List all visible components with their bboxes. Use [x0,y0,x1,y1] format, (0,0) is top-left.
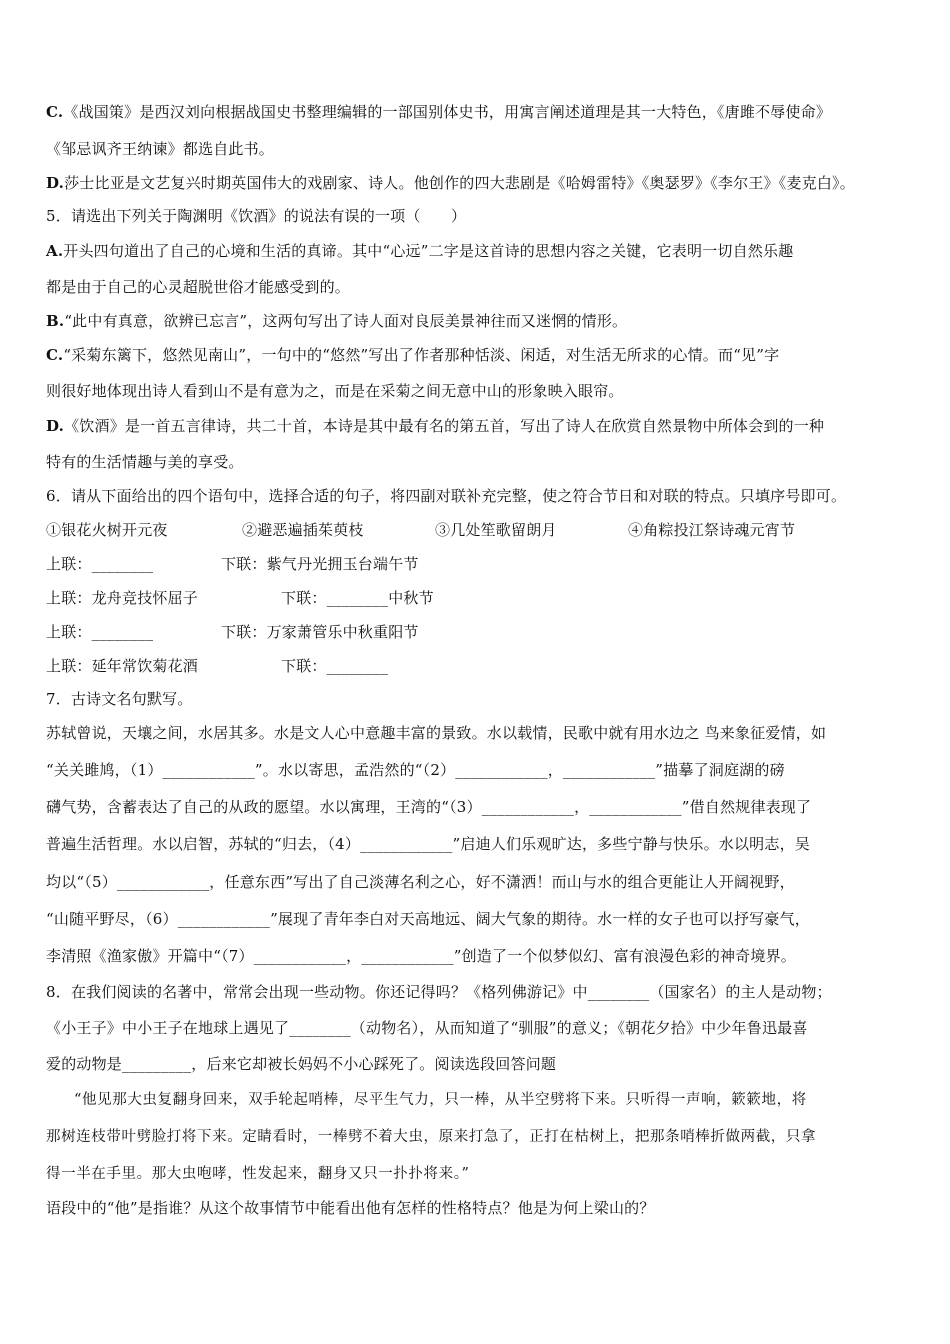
couplet-upper: 上联：________ [46,623,154,641]
q5-stem: 5．请选出下列关于陶渊明《饮酒》的说法有误的一项（ ） [46,207,467,225]
option-label: C. [46,103,64,121]
option-label: A. [46,242,64,260]
q6-couplet-2 [46,588,916,608]
q6-options [46,520,916,540]
q7-line-1: 苏轼曾说，天壤之间，水居其多。水是文人心中意趣丰富的景致。水以载情，民歌中就有用水边之 鸟来象征爱情，如 [46,724,827,742]
option-label: D. [46,174,65,192]
q7-line-4: 普遍生活哲理。水以启智，苏轼的“归去，（4）____________”启迪人们乐观旷达，多些宁静与快乐。水以明志，吴 [46,835,810,853]
q5-option-c-line2: 则很好地体现出诗人看到山不是有意为之，而是在采菊之间无意中山的形象映入眼帘。 [46,382,624,400]
q6-option-4: ④角粽投江祭诗魂元宵节 [628,521,796,539]
option-text: “此中有真意，欲辨已忘言”，这两句写出了诗人面对良辰美景神往而又迷惘的情形。 [64,312,628,330]
couplet-lower: 下联：________ [281,657,389,675]
q5-option-a-line1 [46,241,916,261]
q6-option-1: ①银花火树开元夜 [46,521,168,539]
option-text: 《饮酒》是一首五言律诗，共二十首，本诗是其中最有名的第五首，写出了诗人在欣赏自然景物中所体会到的一种 [64,417,825,435]
q5-option-d-line2: 特有的生活情趣与美的享受。 [46,453,244,471]
q8-question: 语段中的“他”是指谁？从这个故事情节中能看出他有怎样的性格特点？他是为何上梁山的？ [46,1199,655,1217]
option-label: D. [46,417,65,435]
couplet-upper: 上联：龙舟竞技怀屈子 [46,589,199,607]
q7-line-2: “关关雎鸠，（1）____________”。水以寄思，孟浩然的“（2）____________，____________”描摹了洞庭湖的磅 [46,761,785,779]
q4-option-d-line1 [46,173,916,193]
q6-option-2: ②避恶遍插茱萸枝 [242,521,364,539]
couplet-upper: 上联：________ [46,555,154,573]
q5-option-a-line2: 都是由于自己的心灵超脱世俗才能感受到的。 [46,278,351,296]
q7-line-3: 礴气势，含蓄表达了自己的从政的愿望。水以寓理，王湾的“（3）____________，____________”借自然规律表现了 [46,798,812,816]
q6-stem: 6．请从下面给出的四个语句中，选择合适的句子，将四副对联补充完整，使之符合节日和对联的特点。只填序号即可。 [46,487,847,505]
q6-option-3: ③几处笙歌留朗月 [435,521,557,539]
q7-line-6: “山随平野尽，（6）____________”展现了青年李白对天高地远、阔大气象的期待。水一样的女子也可以抒写豪气， [46,910,810,928]
q8-line-2: 《小王子》中小王子在地球上遇见了________（动物名），从而知道了“驯服”的意义；《朝花夕拾》中少年鲁迅最喜 [46,1019,808,1037]
couplet-lower: 下联：万家萧管乐中秋重阳节 [221,623,419,641]
q7-line-5: 均以“（5）____________，任意东西”写出了自己淡薄名利之心，好不潇洒！而山与水的组合更能让人开阔视野， [46,873,795,891]
option-label: C. [46,346,64,364]
q6-couplet-4 [46,656,916,676]
q5-option-c-line1 [46,345,916,365]
couplet-lower: 下联：________中秋节 [281,589,434,607]
option-text: 开头四句道出了自己的心境和生活的真谛。其中“心远”二字是这首诗的思想内容之关键，它表明一切自然乐趣 [63,242,794,260]
q8-line-1: 8．在我们阅读的名著中，常常会出现一些动物。你还记得吗？《格列佛游记》中________（国家名）的主人是动物； [46,983,832,1001]
couplet-lower: 下联：紫气丹光拥玉台端午节 [221,555,419,573]
q8-passage-line-1: “他见那大虫复翻身回来，双手轮起哨棒，尽平生气力，只一棒，从半空劈将下来。只听得一声响，簌簌地，将 [74,1092,807,1108]
q4-option-c-line1 [46,102,916,122]
option-text: 莎士比亚是文艺复兴时期英国伟大的戏剧家、诗人。他创作的四大悲剧是《哈姆雷特》《奥瑟罗》《李尔王》《麦克白》。 [64,174,855,192]
q7-line-7: 李清照《渔家傲》开篇中“（7）____________，____________”创造了一个似梦似幻、富有浪漫色彩的神奇境界。 [46,947,796,965]
q8-passage-line-2: 那树连枝带叶劈脸打将下来。定睛看时，一棒劈不着大虫，原来打急了，正打在枯树上，把那条哨棒折做两截，只拿 [46,1129,817,1145]
option-text: 《战国策》是西汉刘向根据战国史书整理编辑的一部国别体史书，用寓言阐述道理是其一大特色，《唐雎不辱使命》 [63,103,832,121]
q5-option-d-line1 [46,416,916,436]
option-label: B. [46,312,65,330]
q6-couplet-1 [46,554,916,574]
q8-passage-line-3: 得一半在手里。那大虫咆哮，性发起来，翻身又只一扑扑将来。” [46,1166,470,1182]
q6-couplet-3 [46,622,916,642]
q4-option-c-line2: 《邹忌讽齐王纳谏》都选自此书。 [46,140,275,158]
couplet-upper: 上联：延年常饮菊花酒 [46,657,199,675]
q8-line-3: 爱的动物是_________，后来它却被长妈妈不小心踩死了。阅读选段回答问题 [46,1055,557,1073]
q5-option-b-line1 [46,311,916,331]
q7-stem: 7．古诗文名句默写。 [46,690,193,708]
option-text: “采菊东篱下，悠然见南山”，一句中的“悠然”写出了作者那种恬淡、闲适，对生活无所求的心情。而“见”字 [63,346,780,364]
